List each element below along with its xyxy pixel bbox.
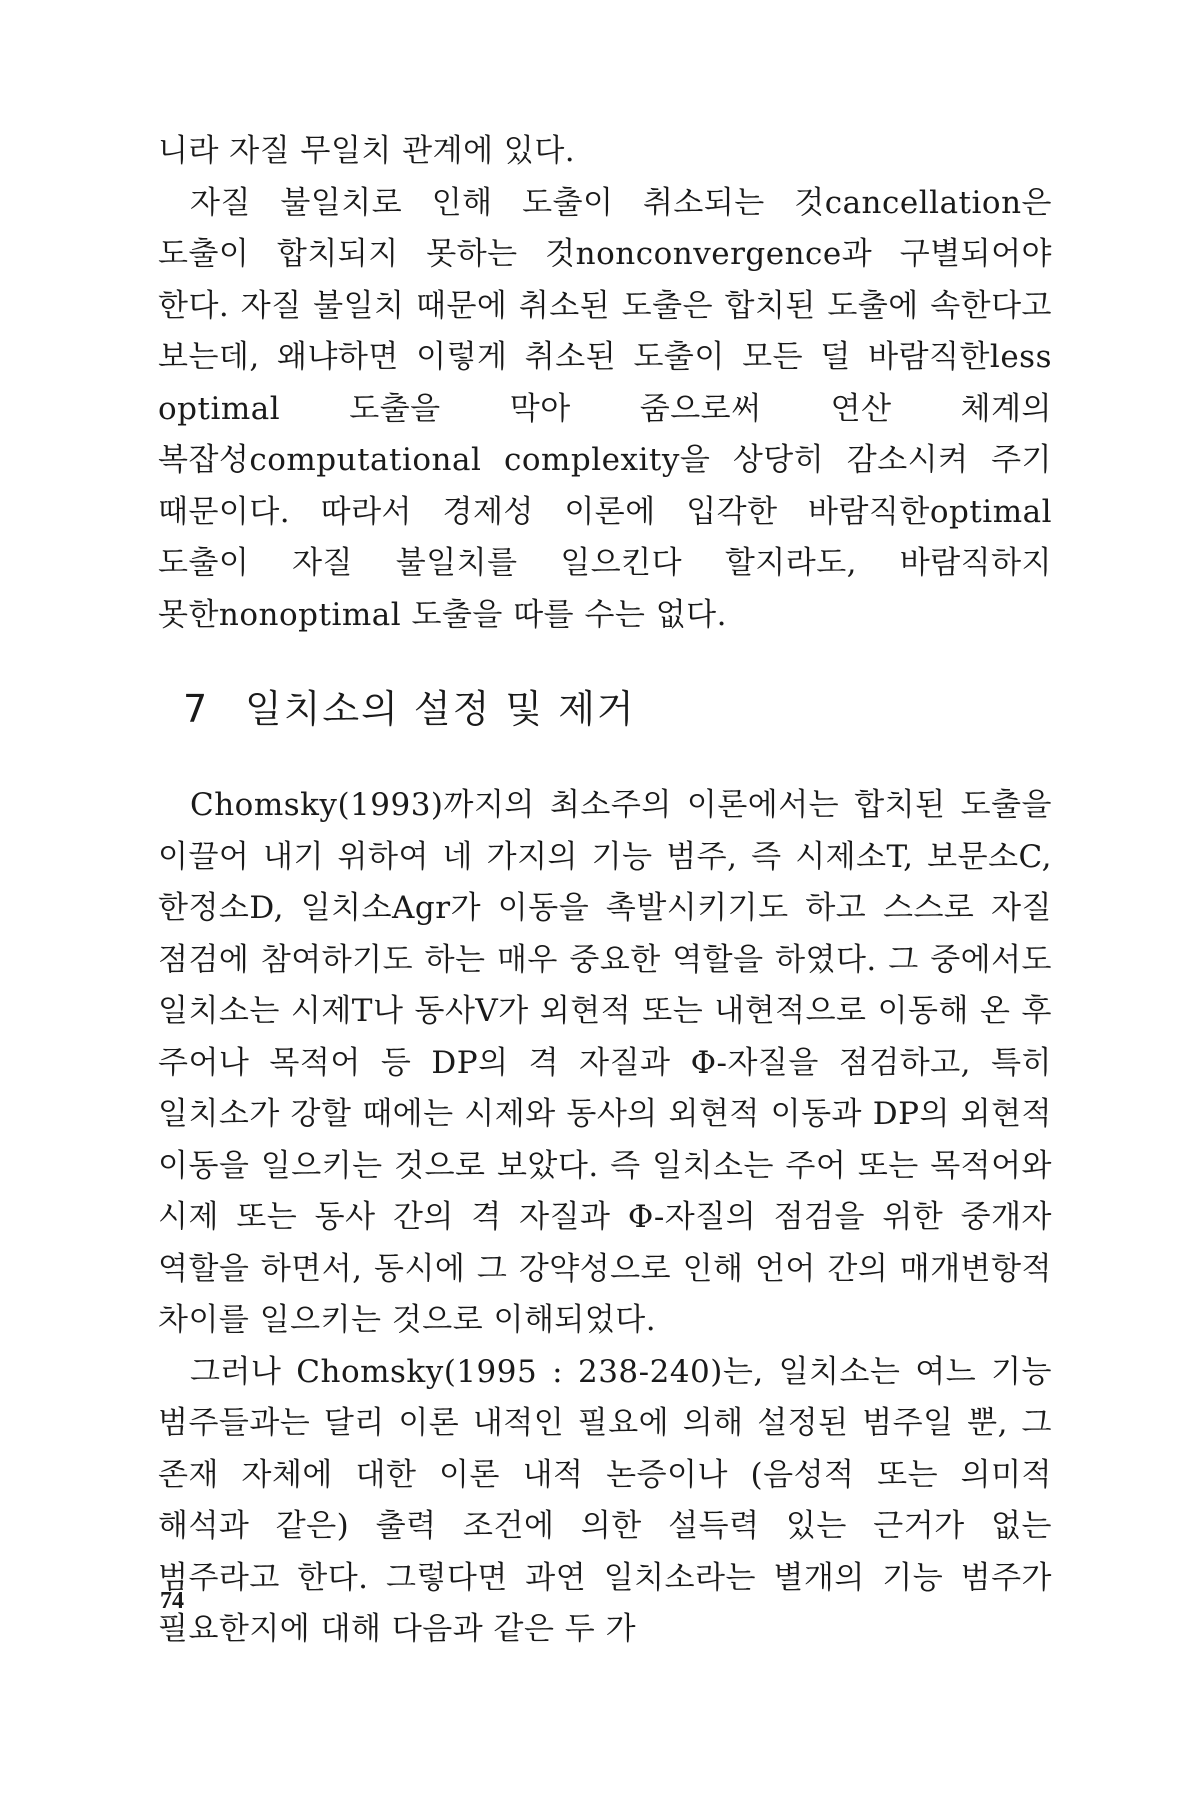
- paragraph-continuation: 니라 자질 무일치 관계에 있다.: [158, 133, 576, 169]
- body-text-before-section: [158, 126, 1052, 641]
- paragraph-cancellation: 자질 불일치로 인해 도출이 취소되는 것cancellation은 도출이 합치되지 못하는 것nonconvergence과 구별되어야 한다. 자질 불일치 때문에 취소된 도출은 합치된 도출에 속한다고 보는데, 왜냐하면 이렇게 취소된 도출이 모든 덜 바람직한less optimal 도출을 막아 줌으로써 연산 체계의 복잡성computational complexity을 상당히 감소시켜 주기 때문이다. 따라서 경제성 이론에 입각한 바람직한optimal 도출이 자질 불일치를 일으킨다 할지라도, 바람직하지 못한nonoptimal 도출을 따를 수는 없다.: [158, 184, 1052, 633]
- page-number: 74: [160, 1588, 184, 1614]
- body-text-after-section: [158, 780, 1052, 1656]
- paragraph-chomsky-1993: Chomsky(1993)까지의 최소주의 이론에서는 합치된 도출을 이끌어 내기 위하여 네 가지의 기능 범주, 즉 시제소T, 보문소C, 한정소D, 일치소Agr가 이동을 촉발시키기도 하고 스스로 자질 점검에 참여하기도 하는 매우 중요한 역할을 하였다. 그 중에서도 일치소는 시제T나 동사V가 외현적 또는 내현적으로 이동해 온 후 주어나 목적어 등 DP의 격 자질과 Φ-자질을 점검하고, 특히 일치소가 강할 때에는 시제와 동사의 외현적 이동과 DP의 외현적 이동을 일으키는 것으로 보았다. 즉 일치소는 주어 또는 목적어와 시제 또는 동사 간의 격 자질과 Φ-자질의 점검을 위한 중개자 역할을 하면서, 동시에 그 강약성으로 인해 언어 간의 매개변항적 차이를 일으키는 것으로 이해되었다.: [158, 787, 1052, 1338]
- section-heading: [183, 678, 636, 733]
- section-number: 7: [183, 687, 210, 731]
- section-title: 일치소의 설정 및 제거: [245, 687, 636, 731]
- paragraph-chomsky-1995: 그러나 Chomsky(1995 : 238-240)는, 일치소는 여느 기능 범주들과는 달리 이론 내적인 필요에 의해 설정된 범주일 뿐, 그 존재 자체에 대한 이론 내적 논증이나 (음성적 또는 의미적 해석과 같은) 출력 조건에 의한 설득력 있는 근거가 없는 범주라고 한다. 그렇다면 과연 일치소라는 별개의 기능 범주가 필요한지에 대해 다음과 같은 두 가: [158, 1353, 1052, 1647]
